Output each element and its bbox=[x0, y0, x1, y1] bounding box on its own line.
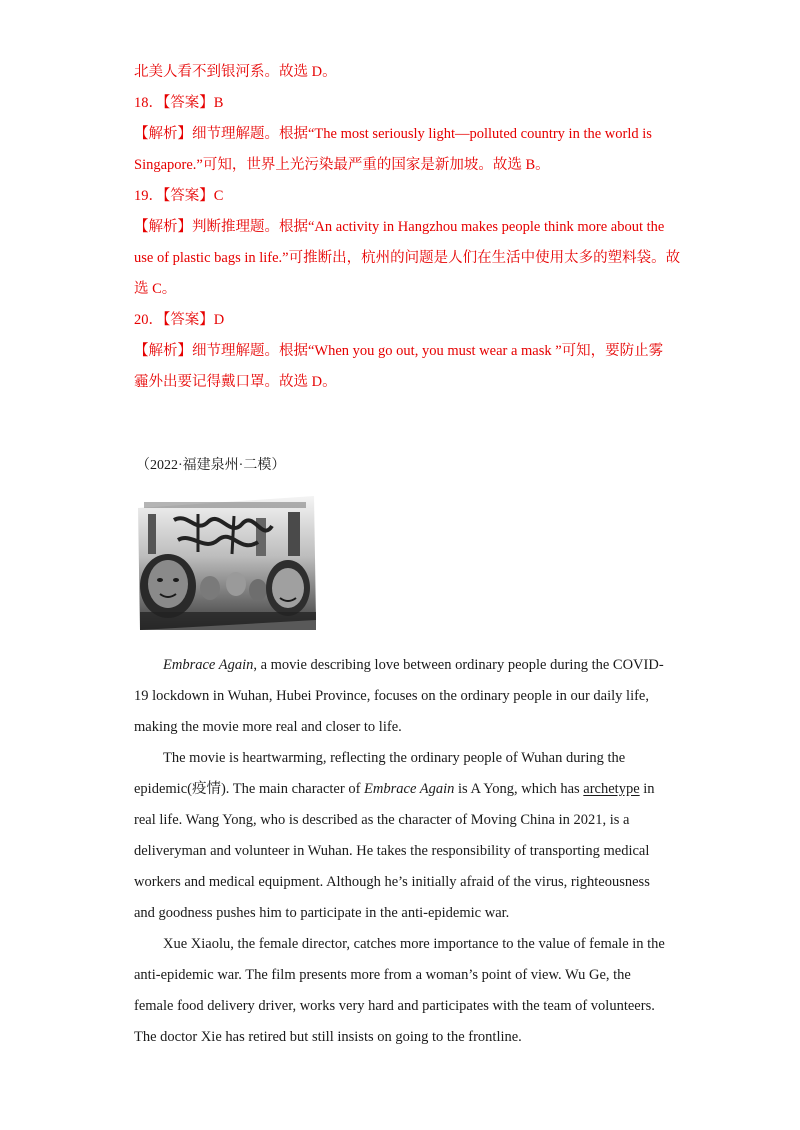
passage-paragraph-3: Xue Xiaolu, the female director, catches more importance to the value of female in the anti-epidemic war. The film presents more from a woman’s point of view. Wu Ge, the female food delivery driver, works very hard and participates with the team of volunteers. The doctor Xie has retired but still insists on going to the frontline. bbox=[134, 936, 665, 1045]
answer-line-1: 北美人看不到银河系。故选 D。 bbox=[134, 64, 337, 80]
underlined-word: archetype bbox=[583, 781, 640, 797]
movie-title: Embrace Again bbox=[163, 657, 254, 673]
movie-title: Embrace Again bbox=[364, 781, 455, 797]
movie-poster-image bbox=[138, 494, 316, 634]
answer-20-analysis-line-2: 霾外出要记得戴口罩。故选 D。 bbox=[134, 374, 337, 390]
answer-20-analysis-line-1: 【解析】细节理解题。根据“When you go out, you must wear a mask ”可知，要防止雾 bbox=[134, 343, 664, 359]
answer-18-heading: 18．【答案】B bbox=[134, 95, 224, 111]
passage-paragraph-1: Embrace Again, a movie describing love between ordinary people during the COVID-19 lockdown in Wuhan, Hubei Province, focuses on the ordinary people in our daily life, making the movie more real and closer to life. bbox=[134, 657, 664, 735]
answer-20-heading: 20．【答案】D bbox=[134, 312, 225, 328]
answer-18-analysis-line-2: Singapore.”可知，世界上光污染最严重的国家是新加坡。故选 B。 bbox=[134, 157, 550, 173]
passage-paragraph-2: The movie is heartwarming, reflecting the ordinary people of Wuhan during the epidemic(疫情). The main character of Embrace Again is A Yong, which has archetype in real life. Wang Yong, who is described as the character of Moving China in 2021, is a deliveryman and volunteer in Wuhan. He takes the responsibility of transporting medical workers and medical equipment. Although he’s initially afraid of the virus, righteousness and goodness pushes him to participate in the anti-epidemic war. bbox=[134, 750, 655, 921]
poster-graphic bbox=[138, 494, 316, 634]
answer-19-analysis-line-1: 【解析】判断推理题。根据“An activity in Hangzhou makes people think more about the bbox=[134, 219, 665, 235]
answer-19-heading: 19．【答案】C bbox=[134, 188, 224, 204]
answer-18-analysis-line-1: 【解析】细节理解题。根据“The most seriously light—polluted country in the world is bbox=[134, 126, 652, 142]
answer-19-analysis-line-3: 选 C。 bbox=[134, 281, 177, 297]
answer-19-analysis-line-2: use of plastic bags in life.”可推断出，杭州的问题是人们在生活中使用太多的塑料袋。故 bbox=[134, 250, 681, 266]
question-source: （2022·福建泉州·二模） bbox=[136, 458, 286, 473]
